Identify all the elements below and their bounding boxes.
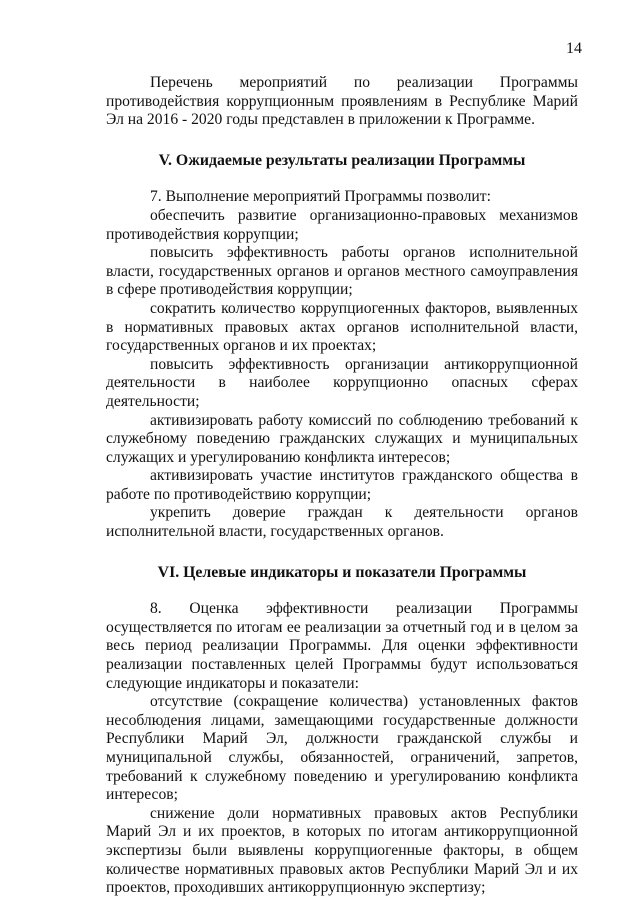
intro-paragraph: Перечень мероприятий по реализации Программы противодействия коррупционным проявлениям в Республике Марий Эл на 2016 - 2020 годы представлен в приложении к Программе. xyxy=(106,74,578,129)
list-item: повысить эффективность работы органов исполнительной власти, государственных органов и органов местного самоуправления в сфере противодействия коррупции; xyxy=(106,244,578,299)
list-item: сократить количество коррупциогенных факторов, выявленных в нормативных правовых актах органов исполнительной власти, государственных органов и их проектах; xyxy=(106,299,578,355)
list-item: отсутствие (сокращение количества) установленных фактов несоблюдения лицами, замещающими государственные должности Республики Марий Эл, должности гражданской службы и муниципальной службы, обязанностей, ограничений, запретов, требований к служебному поведению и урегулированию конфликта интересов; xyxy=(106,693,578,804)
section-5-lead: 7. Выполнение мероприятий Программы позволит: xyxy=(150,188,491,206)
list-item: снижение доли нормативных правовых актов Республики Марий Эл и их проектов, в которых по итогам антикоррупционной экспертизы были выявлены коррупциогенные факторы, в общем количестве нормативных правовых актов Республики Марий Эл и их проектов, проходивших антикоррупционную экспертизу; xyxy=(106,804,578,897)
document-body xyxy=(106,74,578,898)
list-item: повысить эффективность организации антикоррупционной деятельности в наиболее коррупционно опасных сферах деятельности; xyxy=(106,355,578,410)
section-5-heading: V. Ожидаемые результаты реализации Программы xyxy=(158,151,526,169)
list-item: укрепить доверие граждан к деятельности органов исполнительной власти, государственных органов. xyxy=(106,504,578,541)
section-6-lead: 8. Оценка эффективности реализации Программы осуществляется по итогам ее реализации за отчетный год и в целом за весь период реализации Программы. Для оценки эффективности реализации поставленных целей Программы будут использоваться следующие индикаторы и показатели: xyxy=(106,600,578,692)
list-item: активизировать участие институтов гражданского общества в работе по противодействию коррупции; xyxy=(106,467,578,503)
list-item: активизировать работу комиссий по соблюдению требований к служебному поведению гражданских служащих и муниципальных служащих и урегулированию конфликта интересов; xyxy=(106,411,578,466)
list-item: обеспечить развитие организационно-правовых механизмов противодействия коррупции; xyxy=(106,206,578,243)
section-6-heading: VI. Целевые индикаторы и показатели Программы xyxy=(157,563,527,581)
page-number: 14 xyxy=(566,40,582,57)
